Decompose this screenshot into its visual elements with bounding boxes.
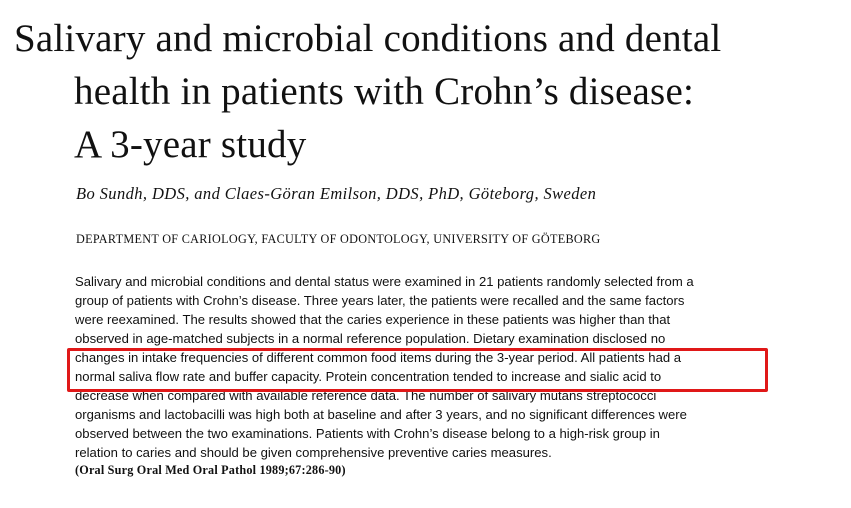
affiliation: DEPARTMENT OF CARIOLOGY, FACULTY OF ODONTOLOGY, UNIVERSITY OF GÖTEBORG bbox=[76, 232, 601, 246]
abstract-line: Salivary and microbial conditions and dental status were examined in 21 patients randomly selected from a bbox=[75, 274, 694, 289]
abstract-line: normal saliva flow rate and buffer capacity. Protein concentration tended to increase and sialic acid to bbox=[75, 369, 662, 384]
abstract-line: observed in age-matched subjects in a normal reference population. Dietary examination disclosed no bbox=[75, 331, 666, 346]
abstract-line: observed between the two examinations. Patients with Crohn’s disease belong to a high-risk group in bbox=[75, 426, 660, 441]
abstract-line: group of patients with Crohn’s disease. Three years later, the patients were recalled and the same factors bbox=[75, 293, 685, 308]
title-line: A 3-year study bbox=[74, 123, 307, 166]
title-line: health in patients with Crohn’s disease: bbox=[74, 70, 694, 113]
abstract-line: were reexamined. The results showed that the caries experience in these patients was higher than that bbox=[75, 312, 671, 327]
abstract-line: decrease when compared with available reference data. The number of salivary mutans streptococci bbox=[75, 388, 657, 403]
abstract-line: organisms and lactobacilli was high both at baseline and after 3 years, and no significant differences were bbox=[75, 407, 687, 422]
title-line: Salivary and microbial conditions and dental bbox=[14, 17, 722, 60]
paper-title bbox=[14, 12, 844, 171]
abstract bbox=[75, 272, 795, 479]
author-list: Bo Sundh, DDS, and Claes-Göran Emilson, DDS, PhD, Göteborg, Sweden bbox=[76, 184, 597, 203]
abstract-line: changes in intake frequencies of different common food items during the 3-year period. All patients had a bbox=[75, 350, 682, 365]
citation: (Oral Surg Oral Med Oral Pathol 1989;67:286-90) bbox=[75, 463, 346, 477]
abstract-line: relation to caries and should be given comprehensive preventive caries measures. bbox=[75, 445, 552, 460]
